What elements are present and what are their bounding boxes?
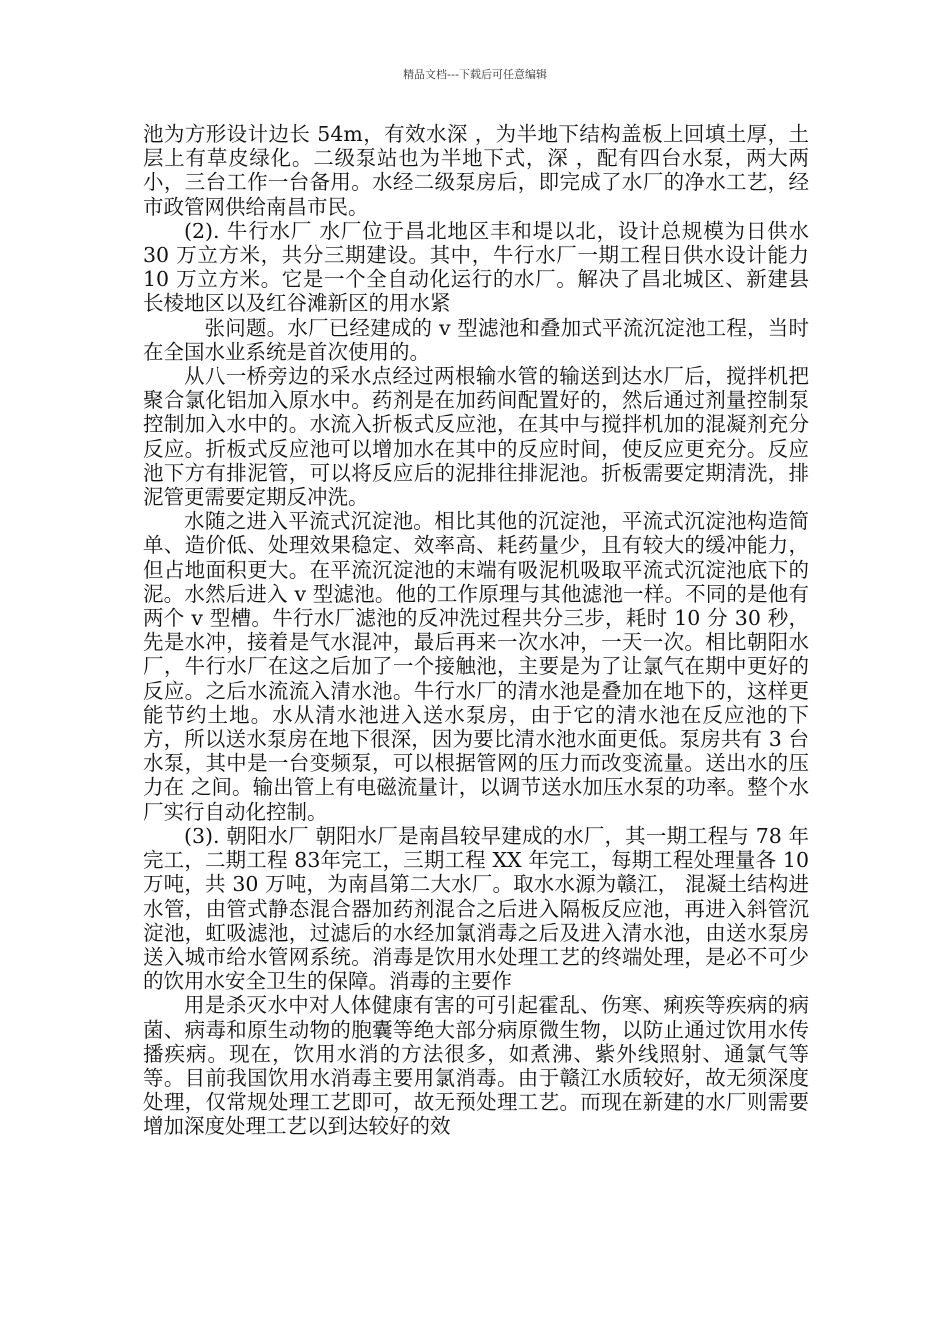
document-body xyxy=(143,122,809,1139)
paragraph: (2). 牛行水厂 水厂位于昌北地区丰和堤以北，设计总规模为日供水 30 万立方米，共分三期建设。其中，牛行水厂一期工程日供水设计能力 10 万立方米。它是一个全自动化运行的水厂。解决了昌北城区、新建县长棱地区以及红谷滩新区的用水紧 xyxy=(143,218,809,316)
paragraph: 张问题。水厂已经建成的 v 型滤池和叠加式平流沉淀池工程，当时在全国水业系统是首次使用的。 xyxy=(143,315,809,364)
paragraph: 从八一桥旁边的采水点经过两根输水管的输送到达水厂后，搅拌机把聚合氯化铝加入原水中。药剂是在加药间配置好的，然后通过剂量控制泵控制加入水中的。水流入折板式反应池，在其中与搅拌机加的混凝剂充分反应。折板式反应池可以增加水在其中的反应时间，使反应更充分。反应池下方有排泥管，可以将反应后的泥排往排泥池。折板需要定期清洗，排泥管更需要定期反冲洗。 xyxy=(143,364,809,510)
page-header: 精品文档---下载后可任意编辑 xyxy=(403,68,547,81)
paragraph: 池为方形设计边长 54m，有效水深 ，为半地下结构盖板上回填土厚，土层上有草皮绿化。二级泵站也为半地下式，深 ，配有四台水泵，两大两小，三台工作一台备用。水经二级泵房后，即完成了水厂的净水工艺，经市政管网供给南昌市民。 xyxy=(143,122,809,219)
paragraph: 用是杀灭水中对人体健康有害的可引起霍乱、伤寒、痢疾等疾病的病菌、病毒和原生动物的胞囊等绝大部分病原微生物，以防止通过饮用水传播疾病。现在，饮用水消的方法很多，如煮沸、紫外线照射、通氯气等等。目前我国饮用水消毒主要用氯消毒。由于赣江水质较好，故无须深度处理，仅常规处理工艺即可，故无预处理工艺。而现在新建的水厂则需要增加深度处理工艺以到达较好的效 xyxy=(143,993,809,1139)
paragraph: 水随之进入平流式沉淀池。相比其他的沉淀池，平流式沉淀池构造简单、造价低、处理效果稳定、效率高、耗药量少，且有较大的缓冲能力，但占地面积更大。在平流沉淀池的末端有吸泥机吸取平流式沉淀池底下的泥。水然后进入 v 型滤池。他的工作原理与其他滤池一样。不同的是他有两个 v 型槽。牛行水厂滤池的反冲洗过程共分三步，耗时 10 分 30 秒，先是水冲，接着是气水混冲，最后再来一次水冲，一天一次。相比朝阳水厂，牛行水厂在这之后加了一个接触池，主要是为了让氯气在期中更好的反应。之后水流流入清水池。牛行水厂的清水池是叠加在地下的，这样更能节约土地。水从清水池进入送水泵房，由于它的清水池在反应池的下方，所以送水泵房在地下很深，因为要比清水池水面更低。泵房共有 3 台水泵，其中是一台变频泵，可以根据管网的压力而改变流量。送出水的压力在 之间。输出管上有电磁流量计，以调节送水加压水泵的功率。整个水厂实行自动化控制。 xyxy=(143,509,809,824)
paragraph: (3). 朝阳水厂 朝阳水厂是南昌较早建成的水厂，其一期工程与 78 年完工，二期工程 83年完工，三期工程 XX 年完工，每期工程处理量各 10 万吨，共 30 万吨，为南昌第二大水厂。取水水源为赣江， 混凝土结构进水管，由管式静态混合器加药剂混合之后进入隔板反应池，再进入斜管沉淀池，虹吸滤池，过滤后的水经加氯消毒之后及进入清水池，由送水泵房送入城市给水管网系统。消毒是饮用水处理工艺的终端处理，是必不可少的饮用水安全卫生的保障。消毒的主要作 xyxy=(143,823,809,994)
